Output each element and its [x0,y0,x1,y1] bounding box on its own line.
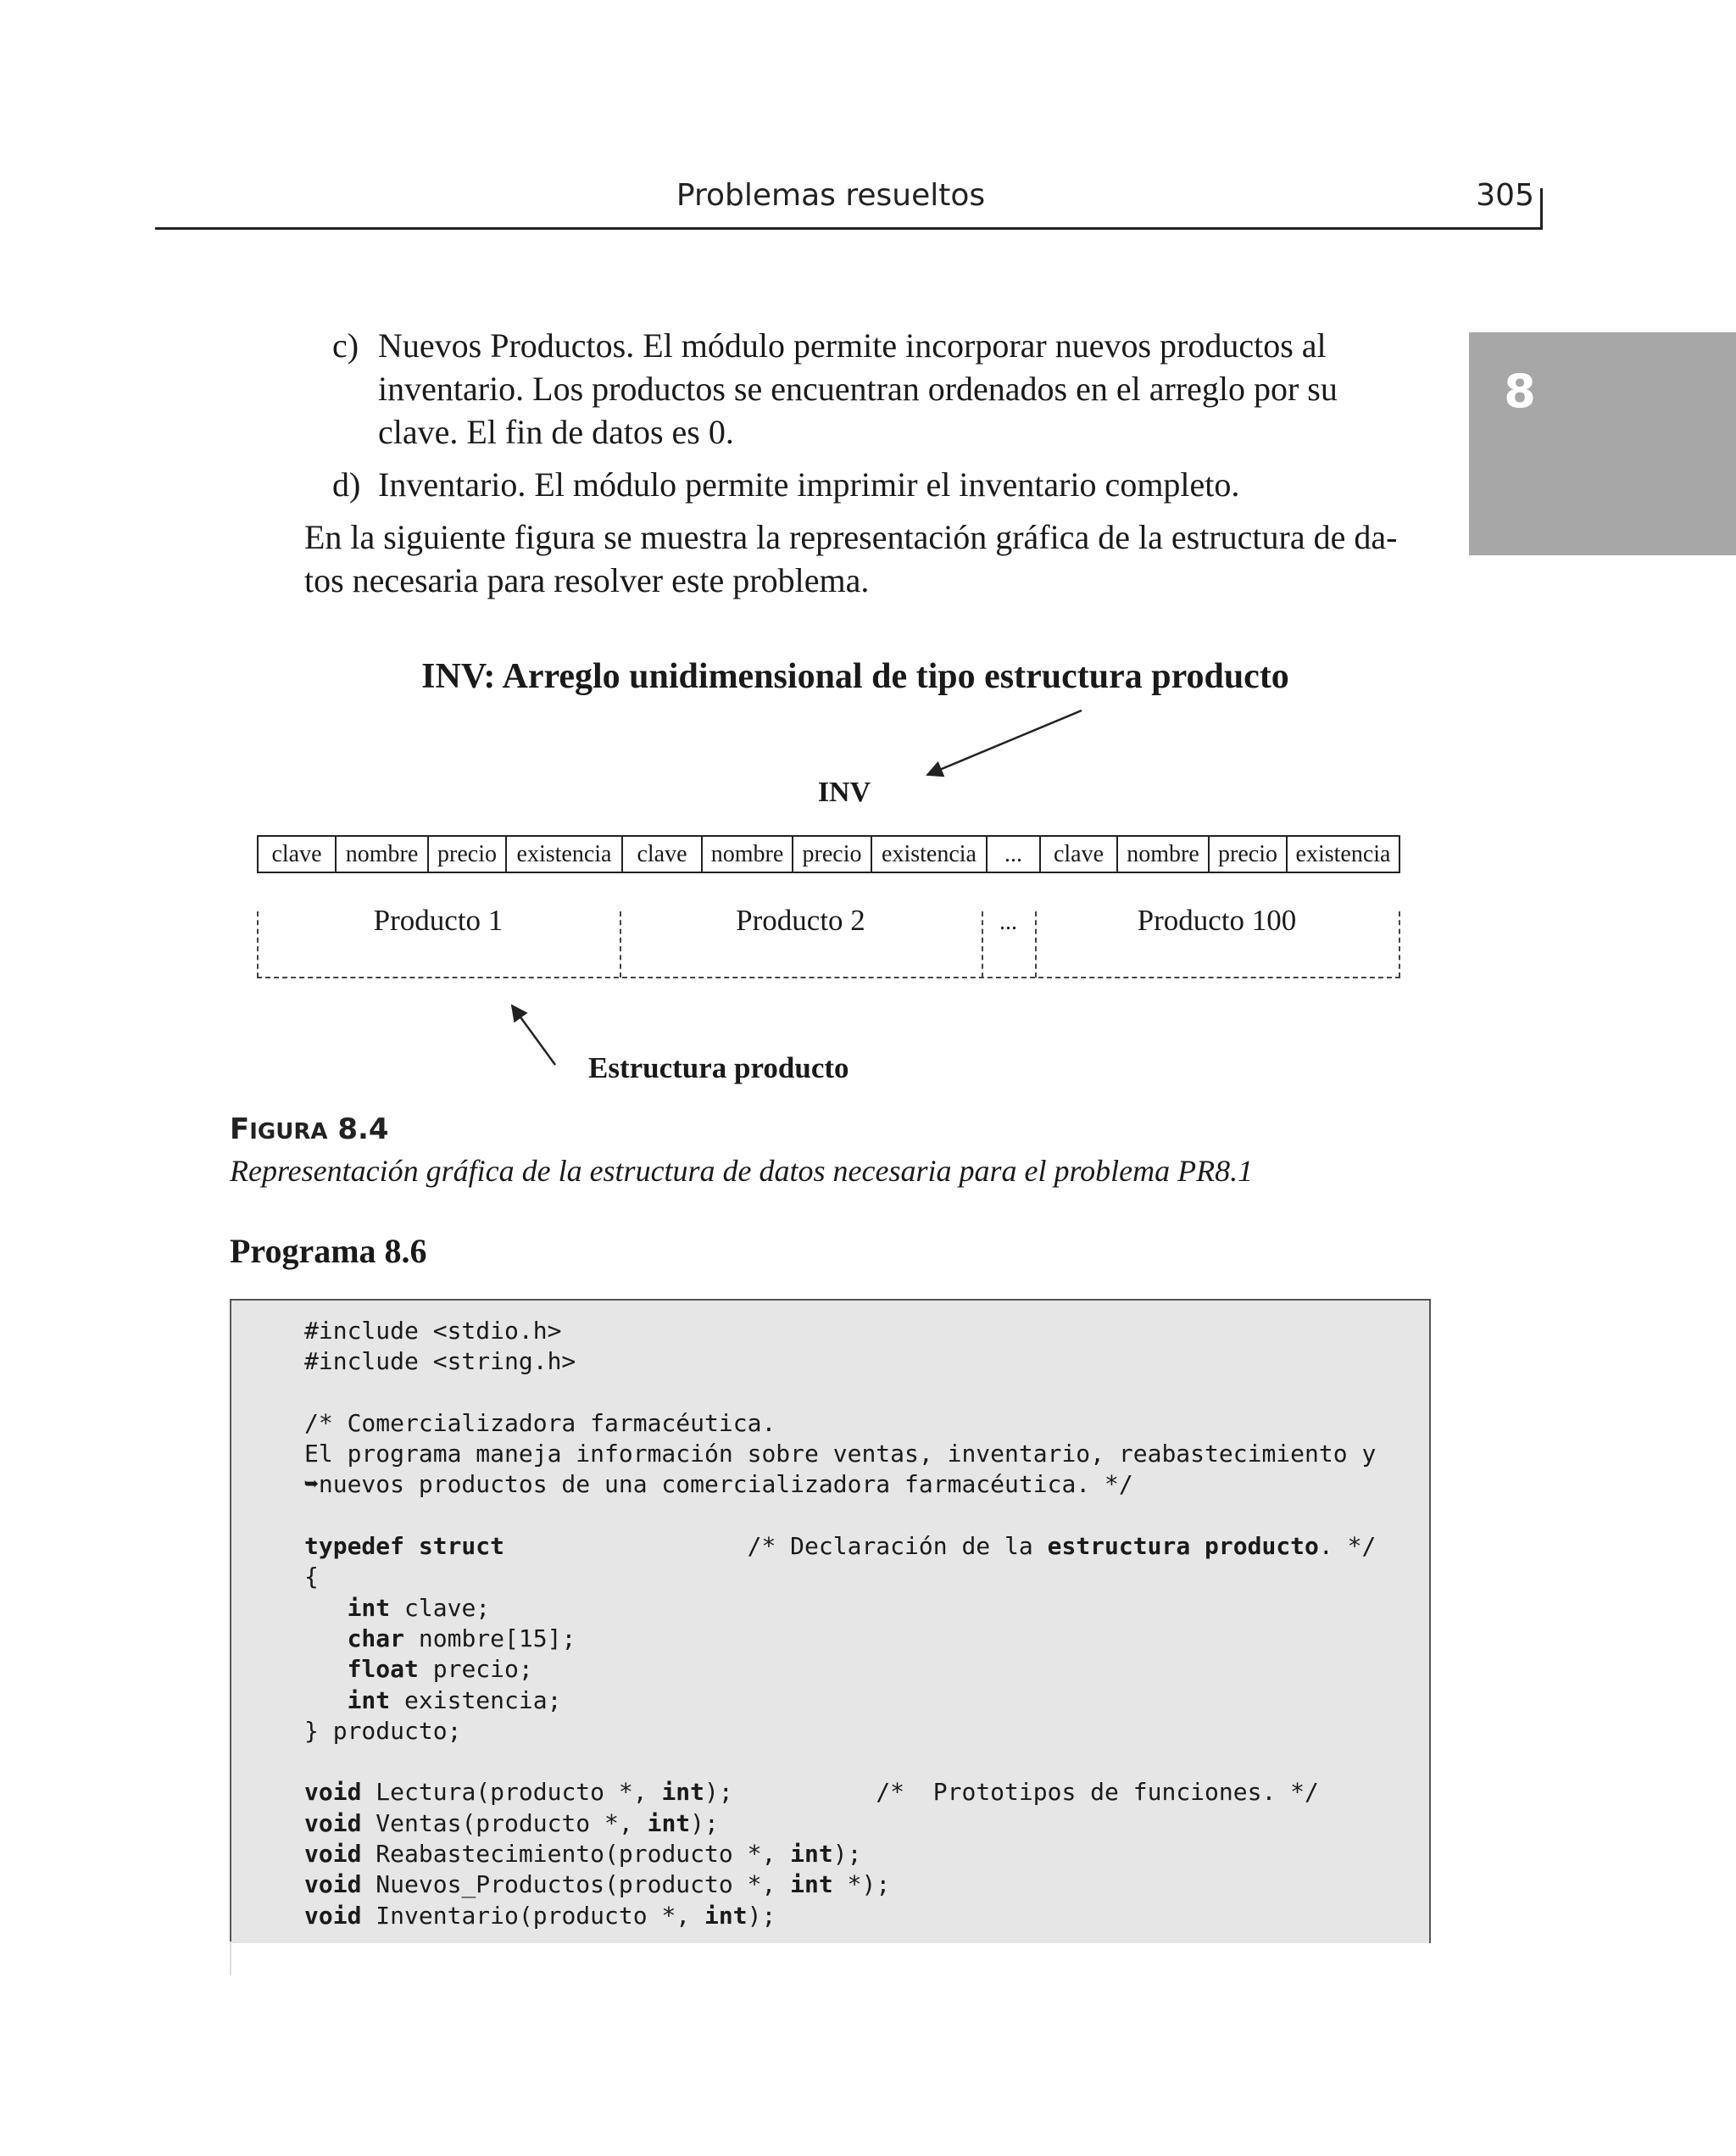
product-label: Producto 2 [736,904,865,937]
code-token: char [347,1624,405,1652]
running-header-title: Problemas resueltos [676,178,986,213]
code-token: int [790,1870,833,1899]
figure-title: INV: Arreglo unidimensional de tipo estructura producto [421,657,1289,696]
array-cell: existencia [871,837,986,872]
caption-number: 8.4 [337,1112,389,1146]
code-token: *); [832,1870,891,1899]
code-line [304,1716,1376,1747]
code-token: ); [747,1901,776,1930]
code-listing [304,1316,1376,1931]
code-line [304,1408,1376,1439]
product-label: Producto 1 [373,904,504,937]
list-item-line: clave. El fin de datos es 0. [378,413,734,451]
code-token [304,1594,348,1622]
array-label: INV [817,777,871,808]
array-cell: clave [621,837,701,872]
code-token: Lectura(producto *, [361,1778,662,1807]
array-cells [257,835,1400,873]
code-line [304,1562,1376,1592]
code-token: Inventario(producto *, [361,1901,705,1930]
code-token: float [347,1655,419,1684]
program-title: Programa 8.6 [230,1232,427,1270]
code-token: Nuevos_Productos(producto *, [361,1870,791,1899]
code-line [304,1346,1376,1377]
code-token: void [304,1808,362,1837]
code-token [304,1655,348,1683]
code-token: Ventas(producto *, [361,1808,648,1837]
array-cell: precio [427,837,505,872]
code-token: int [790,1840,833,1869]
code-token: } producto; [304,1716,462,1745]
code-line [304,1869,1376,1900]
code-line [304,1624,1376,1654]
code-box-edge [230,1942,231,1975]
code-token [304,1624,348,1652]
code-line [304,1839,1376,1869]
code-token: Reabastecimiento(producto *, [361,1840,791,1869]
paragraph-line: tos necesaria para resolver este problema. [304,561,870,599]
array-cell: precio [1208,837,1286,872]
caption-prefix-initial: F [230,1112,250,1146]
list-item-label: d) [332,465,361,504]
code-token: El programa maneja información sobre ventas, inventario, reabastecimiento y [304,1440,1377,1468]
array-cell: existencia [505,837,621,872]
code-token: typedef struct [304,1532,505,1561]
array-cell: nombre [335,837,427,872]
figure-caption-text: Representación gráfica de la estructura de datos necesaria para el problema PR8.1 [230,1154,1254,1188]
list-item-line: Nuevos Productos. El módulo permite incorporar nuevos productos al [378,326,1327,365]
struct-arrow [512,1006,555,1065]
array-cell: clave [1039,837,1116,872]
code-token: #include <stdio.h> [304,1317,562,1345]
array-cell: nombre [1116,837,1208,872]
code-token: nombre[15]; [404,1624,576,1652]
array-cell: clave [271,841,322,867]
code-token: int [704,1901,748,1930]
code-line [304,1316,1376,1346]
paragraph-line: En la siguiente figura se muestra la representación gráfica de la estructura de da- [304,518,1398,556]
group-divider [1399,911,1400,978]
inv-arrow [927,710,1082,775]
code-line [304,1685,1376,1716]
code-line [304,1531,1376,1562]
product-label: Producto 100 [1137,904,1297,937]
struct-label: Estructura producto [588,1051,849,1084]
array-cell: existencia [1286,837,1399,872]
code-line [304,1901,1376,1931]
code-token: int [347,1593,391,1622]
code-token: ); [690,1808,719,1837]
code-token: int [647,1808,691,1837]
code-token: precio; [418,1655,533,1684]
code-token: { [304,1563,319,1591]
caption-prefix-smallcaps: IGURA [249,1119,328,1145]
product-label-ellipsis: ... [999,909,1017,935]
array-cell: precio [792,837,871,872]
page-number: 305 [1476,178,1534,213]
array-cell: nombre [701,837,792,872]
code-token: void [304,1870,362,1899]
code-token: /* Declaración de la [504,1532,1048,1561]
group-baseline [257,977,1400,978]
code-token: int [347,1685,391,1714]
list-item-line: inventario. Los productos se encuentran ordenados en el arreglo por su [378,370,1338,408]
code-token [304,1686,348,1714]
figure-caption-number [230,1112,389,1146]
code-line [304,1777,1376,1808]
code-token: estructura producto [1047,1532,1319,1561]
code-token: #include <string.h> [304,1347,576,1376]
list-item-label: c) [332,326,359,365]
code-token: clave; [390,1593,491,1622]
code-token: void [304,1778,362,1807]
code-line [304,1808,1376,1839]
code-token: existencia; [390,1685,562,1714]
code-line [304,1654,1376,1685]
code-token: int [661,1778,705,1807]
code-token: ); /* Prototipos de funciones. */ [704,1778,1319,1807]
code-line [304,1378,1376,1408]
code-line [304,1593,1376,1624]
code-token: . */ [1318,1532,1377,1561]
chapter-number: 8 [1504,365,1536,418]
code-token: void [304,1840,362,1869]
code-token: /* Comercializadora farmacéutica. [304,1408,776,1437]
code-line [304,1469,1376,1500]
array-cell-ellipsis: ... [986,837,1039,872]
list-item-line: Inventario. El módulo permite imprimir el inventario completo. [378,465,1240,504]
code-token: void [304,1901,362,1930]
code-line [304,1501,1376,1531]
code-token: ); [832,1840,862,1869]
code-line [304,1439,1376,1469]
code-token: ➥nuevos productos de una comercializadora farmacéutica. */ [304,1470,1133,1499]
code-line [304,1747,1376,1777]
